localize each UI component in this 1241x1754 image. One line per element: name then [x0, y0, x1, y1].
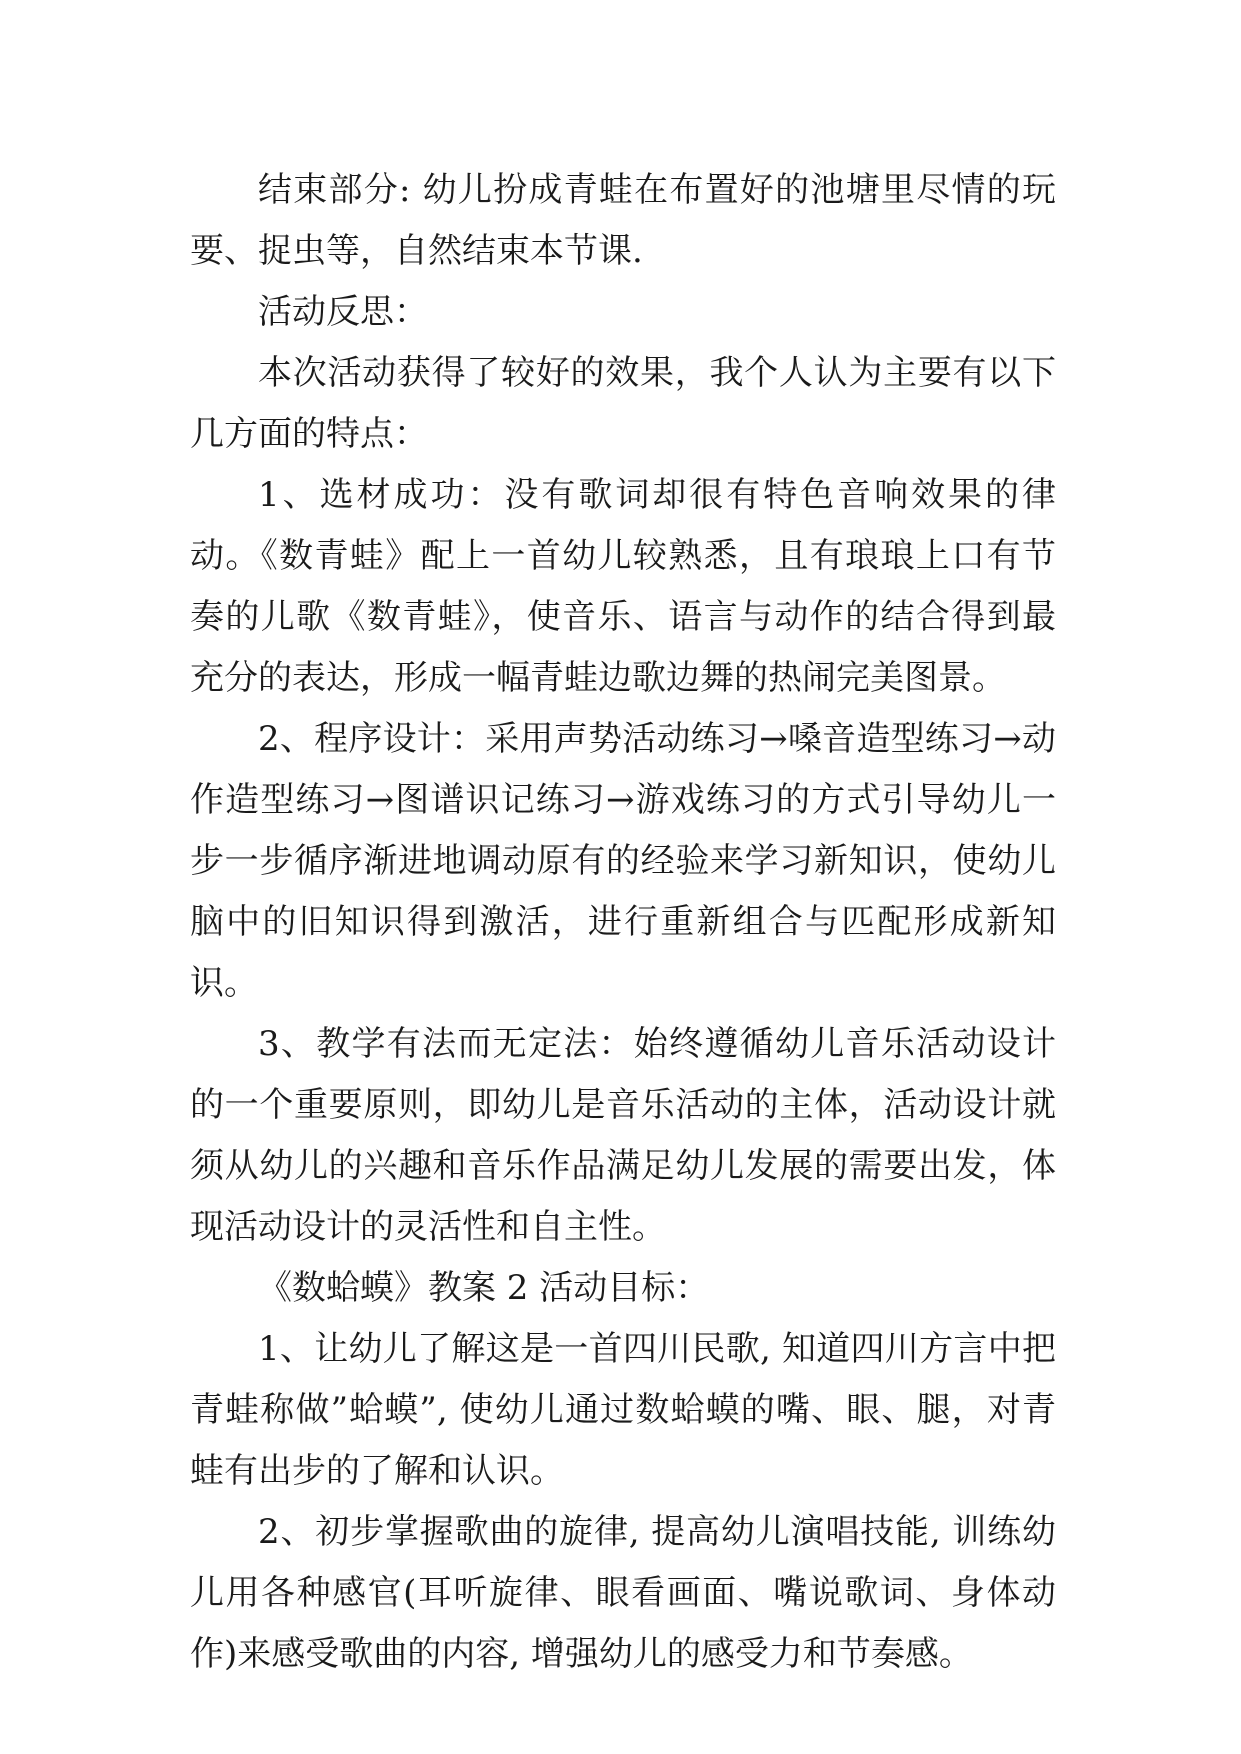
- paragraph-goal-1: 1、让幼儿了解这是一首四川民歌, 知道四川方言中把青蛙称做”蛤蟆”, 使幼儿通过数蛤蟆的嘴、眼、腿，对青蛙有出步的了解和认识。: [190, 1329, 1056, 1491]
- paragraph-ending: 结束部分: 幼儿扮成青蛙在布置好的池塘里尽情的玩要、捉虫等，自然结束本节课.: [190, 170, 1056, 271]
- paragraph-point-1: 1、选材成功：没有歌词却很有特色音响效果的律动。《数青蛙》配上一首幼儿较熟悉，且有琅琅上口有节奏的儿歌《数青蛙》，使音乐、语言与动作的结合得到最充分的表达，形成一幅青蛙边歌边舞的热闹完美图景。: [190, 475, 1056, 698]
- paragraph-reflection-intro: 本次活动获得了较好的效果，我个人认为主要有以下几方面的特点：: [190, 353, 1056, 454]
- heading-lesson-plan-2: 《数蛤蟆》教案 2 活动目标：: [258, 1268, 710, 1308]
- paragraph-goal-2: 2、初步掌握歌曲的旋律, 提高幼儿演唱技能, 训练幼儿用各种感官(耳听旋律、眼看画面、嘴说歌词、身体动作)来感受歌曲的内容, 增强幼儿的感受力和节奏感。: [190, 1512, 1056, 1674]
- heading-reflection: 活动反思：: [258, 292, 428, 332]
- paragraph-point-3: 3、教学有法而无定法：始终遵循幼儿音乐活动设计的一个重要原则，即幼儿是音乐活动的主体，活动设计就须从幼儿的兴趣和音乐作品满足幼儿发展的需要出发，体现活动设计的灵活性和自主性。: [190, 1024, 1056, 1247]
- paragraph-point-2: 2、程序设计：采用声势活动练习→嗓音造型练习→动作造型练习→图谱识记练习→游戏练习的方式引导幼儿一步一步循序渐进地调动原有的经验来学习新知识，使幼儿脑中的旧知识得到激活，进行重新组合与匹配形成新知识。: [190, 719, 1056, 1003]
- document-body: [190, 160, 1056, 1685]
